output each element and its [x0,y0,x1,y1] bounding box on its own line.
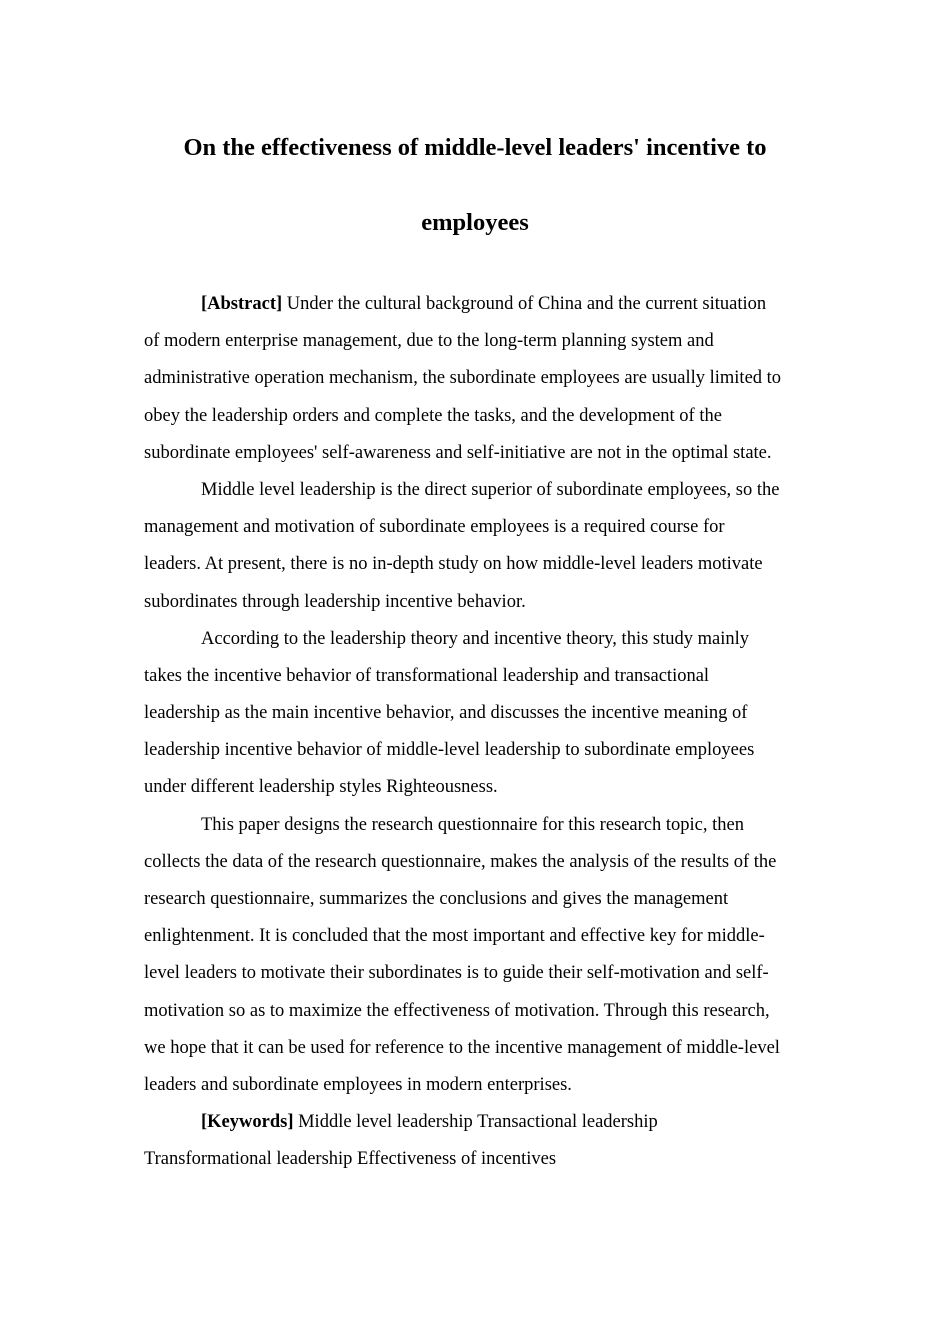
title-line-1: On the effectiveness of middle-level leaders' incentive to [183,134,767,161]
keywords-label: [Keywords] [201,1112,294,1133]
text-line: level leaders to motivate their subordinates is to guide their self-motivation and self- [144,963,769,984]
abstract-paragraph-3 [144,621,834,807]
abstract-paragraph-1 [144,286,834,472]
abstract-paragraph-4 [144,807,834,1105]
text-line: leadership incentive behavior of middle-level leadership to subordinate employees [144,740,755,761]
text-line: Transformational leadership Effectiveness of incentives [144,1149,557,1170]
text-line: takes the incentive behavior of transformational leadership and transactional [144,665,710,686]
text-line: management and motivation of subordinate employees is a required course for [144,517,725,538]
text-line: According to the leadership theory and incentive theory, this study mainly [201,628,750,649]
text-line: collects the data of the research questionnaire, makes the analysis of the results of the [144,851,777,872]
text-line: obey the leadership orders and complete the tasks, and the development of the [144,405,722,426]
abstract-paragraph-2 [144,472,834,621]
text-line: subordinate employees' self-awareness and self-initiative are not in the optimal state. [144,442,772,463]
abstract-label: [Abstract] [201,294,283,314]
text-line: leaders. At present, there is no in-depth study on how middle-level leaders motivate [144,554,763,575]
text-line: administrative operation mechanism, the subordinate employees are usually limited to [144,368,782,389]
text-line: enlightenment. It is concluded that the most important and effective key for middle- [144,926,765,947]
text-line: subordinates through leadership incentive behavior. [144,591,526,612]
keywords-section [144,1104,834,1178]
text-line: we hope that it can be used for reference to the incentive management of middle-level [144,1037,780,1058]
text-line: leadership as the main incentive behavior, and discusses the incentive meaning of [144,703,748,724]
text-line: Middle level leadership is the direct superior of subordinate employees, so the [201,479,780,500]
text-line: leaders and subordinate employees in modern enterprises. [144,1074,572,1095]
title-line-2: employees [421,209,529,236]
text-span: Middle level leadership Transactional leadership [293,1112,658,1133]
text-line: research questionnaire, summarizes the conclusions and gives the management [144,889,729,909]
text-line: under different leadership styles Righteousness. [144,777,498,798]
abstract-body [144,286,834,1179]
text-line: of modern enterprise management, due to the long-term planning system and [144,331,714,352]
text-line [144,1104,834,1141]
text-span: Under the cultural background of China and the current situation [282,294,767,314]
text-line [144,286,834,323]
text-line: This paper designs the research questionnaire for this research topic, then [201,814,744,835]
text-line: motivation so as to maximize the effectiveness of motivation. Through this research, [144,1000,770,1021]
